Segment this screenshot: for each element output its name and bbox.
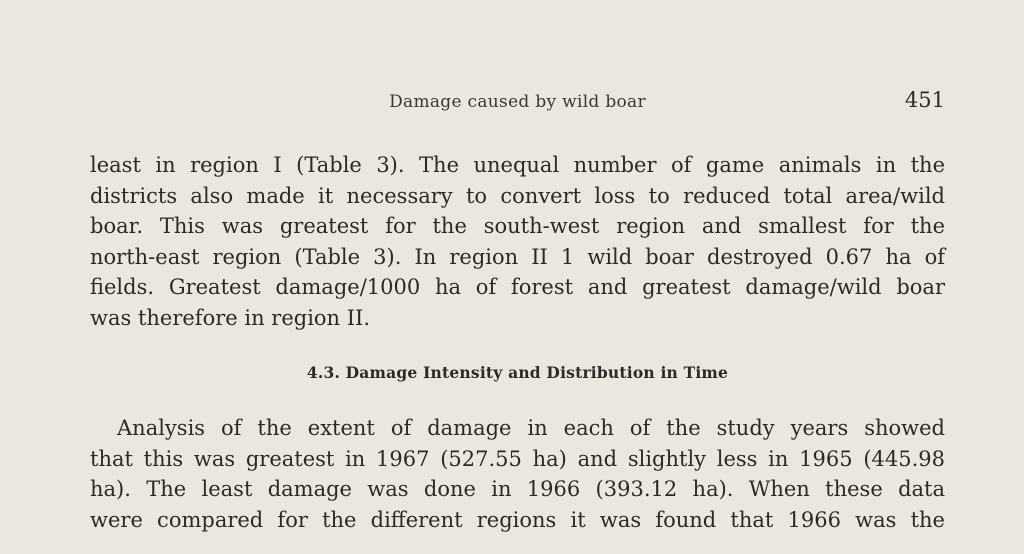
text-line: that this was greatest in 1967 (527.55 ha) and slightly less in 1965 (445.98 — [90, 446, 945, 471]
running-title: Damage caused by wild boar — [389, 92, 646, 112]
text-line: fields. Greatest damage/1000 ha of forest and greatest damage/wild boar — [90, 275, 945, 299]
text-line: boar. This was greatest for the south-west region and smallest for the — [90, 214, 945, 238]
text-line: districts also made it necessary to convert loss to reduced total area/wild — [90, 183, 945, 208]
text-line: were compared for the different regions it was found that 1966 was the — [90, 507, 945, 532]
body-paragraph-2 — [90, 413, 945, 535]
text-line: north-east region (Table 3). In region II 1 wild boar destroyed 0.67 ha of — [90, 244, 945, 269]
text-line: was therefore in region II. — [90, 305, 371, 330]
body-paragraph-1 — [90, 150, 945, 333]
page-number: 451 — [904, 88, 945, 112]
running-head — [90, 88, 945, 118]
text-line: ha). The least damage was done in 1966 (393.12 ha). When these data — [90, 477, 945, 501]
text-line: Analysis of the extent of damage in each of the study years showed — [117, 416, 945, 440]
section-heading: 4.3. Damage Intensity and Distribution in Time — [306, 363, 729, 382]
text-line: least in region I (Table 3). The unequal number of game animals in the — [90, 153, 945, 177]
